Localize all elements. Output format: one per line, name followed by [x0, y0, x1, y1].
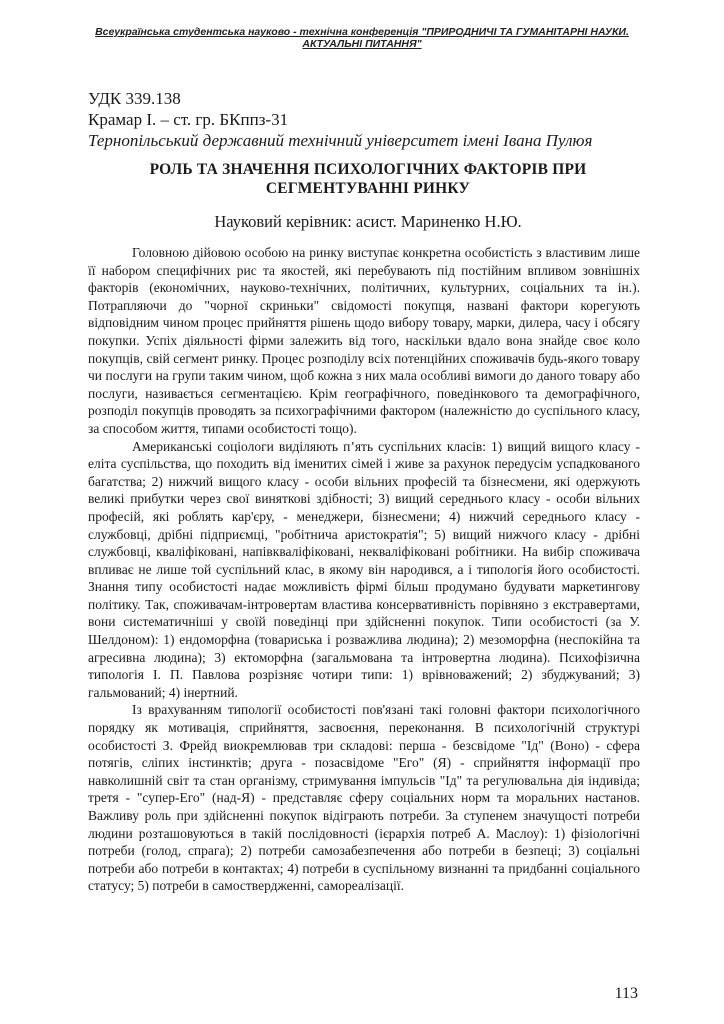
body-paragraph-2: Американські соціологи виділяють п’ять суспільних класів: 1) вищий вищого класу - еліта суспільства, що походить від іменитих сімей і живе за рахунок передусім успадкованого багатства; 2) нижчий вищого класу - особи вільних професій та бізнесмени, які одержують великі прибутки через свої виняткові здібності; 3) вищий середнього класу - особи вільних професій, які роблять кар'єру, - менеджери, бізнесмени; 4) нижчий середнього класу - службовці, дрібні підприємці, "робітнича аристократія"; 5) вищий нижчого класу - дрібні службовці, кваліфіковані, напівкваліфіковані, некваліфіковані робітники. На вибір споживача впливає не лише той суспільний клас, в якому він народився, а і типологія його особистості. Знання типу особистості надає можливість фірмі більш продумано будувати маркетингову політику. Так, споживачам-інтровертам властива консервативність порівняно з екстравертами, вони систематичніші у своїй поведінці при здійсненні покупок. Типи особистості (за У. Шелдоном): 1) ендоморфна (товариська і розважлива людина); 2) мезоморфна (неспокійна та агресивна людина); 3) ектоморфна (загальмована та інтровертна людина). Психофізична типологія І. П. Павлова розрізняє чотири типи: 1) врівноважений; 2) збуджуваний; 3) гальмований; 4) інертний.	[88, 438, 640, 700]
article-body	[88, 244, 640, 895]
article-title: РОЛЬ ТА ЗНАЧЕННЯ ПСИХОЛОГІЧНИХ ФАКТОРІВ ПРИ СЕГМЕНТУВАННІ РИНКУ	[149, 161, 587, 197]
body-paragraph-1: Головною дійовою особою на ринку виступає конкретна особистість з властивим лише її набором специфічних рис та якостей, які перебувають під постійним впливом зовнішніх факторів (економічних, науково-технічних, політичних, культурних, соціальних та ін.). Потрапляючи до "чорної скриньки" свідомості покупця, названі фактори корегують відповідним чином процес прийняття рішень щодо вибору товару, марки, дилера, часу і обсягу покупки. Успіх діяльності фірми залежить від того, наскільки вдало вона знайде своє коло покупців, свій сегмент ринку. Процес розподілу всіх потенційних споживачів будь-якого товару чи послуги на групи таким чином, щоб кожна з них мала особливі вимоги до даного товару або послуги, називається сегментацією. Крім географічного, поведінкового та демографічного, розподіл покупців проводять за психографічними фактором (належністю до суспільного класу, за способом життя, типами особистості тощо).	[88, 245, 640, 436]
conference-header	[60, 26, 664, 50]
article-meta	[88, 88, 688, 151]
body-paragraph-3: Із врахуванням типології особистості пов'язані такі головні фактори психологічного порядку як мотивація, сприйняття, засвоєння, переконання. В психологічній структурі особистості З. Фрейд виокремлював три складові: перша - безсвідоме "Ід" (Воно) - сфера потягів, сліпих інстинктів; друга - позасвідоме "Его" (Я) - сприйняття інформації про навколишній світ та стан організму, стримування імпульсів "Ід" та регулювальна дія індивіда; третя - "супер-Его" (над-Я) - представляє сферу соціальних норм та моральних настанов. Важливу роль при здійсненні покупок відіграють потреби. За ступенем значущості потреби людини розташовуються в такій послідовності (ієрархія потреб А. Маслоу): 1) фізіологічні потреби (голод, спрага); 2) потреби самозабезпечення або потреби в безпеці; 3) соціальні потреби або потреби в контактах; 4) потреби в суспільному визнанні та придбанні соціального статусу; 5) потреби в самоствердженні, самореалізації.	[88, 702, 640, 894]
page-number: 113	[614, 985, 638, 1002]
author-line: Крамар І. – ст. гр. БКппз-31	[88, 110, 289, 129]
university-name: Тернопільський державний технічний університет імені Івана Пулюя	[88, 131, 593, 150]
conference-header-line-1: Всеукраїнська студентська науково - технічна конференція "ПРИРОДНИЧІ ТА ГУМАНІТАРНІ НАУКИ.	[95, 26, 629, 38]
scientific-supervisor: Науковий керівник: асист. Мариненко Н.Ю.	[214, 212, 522, 231]
conference-header-line-2: АКТУАЛЬНІ ПИТАННЯ"	[302, 38, 422, 50]
udc-code: УДК 339.138	[88, 89, 181, 108]
